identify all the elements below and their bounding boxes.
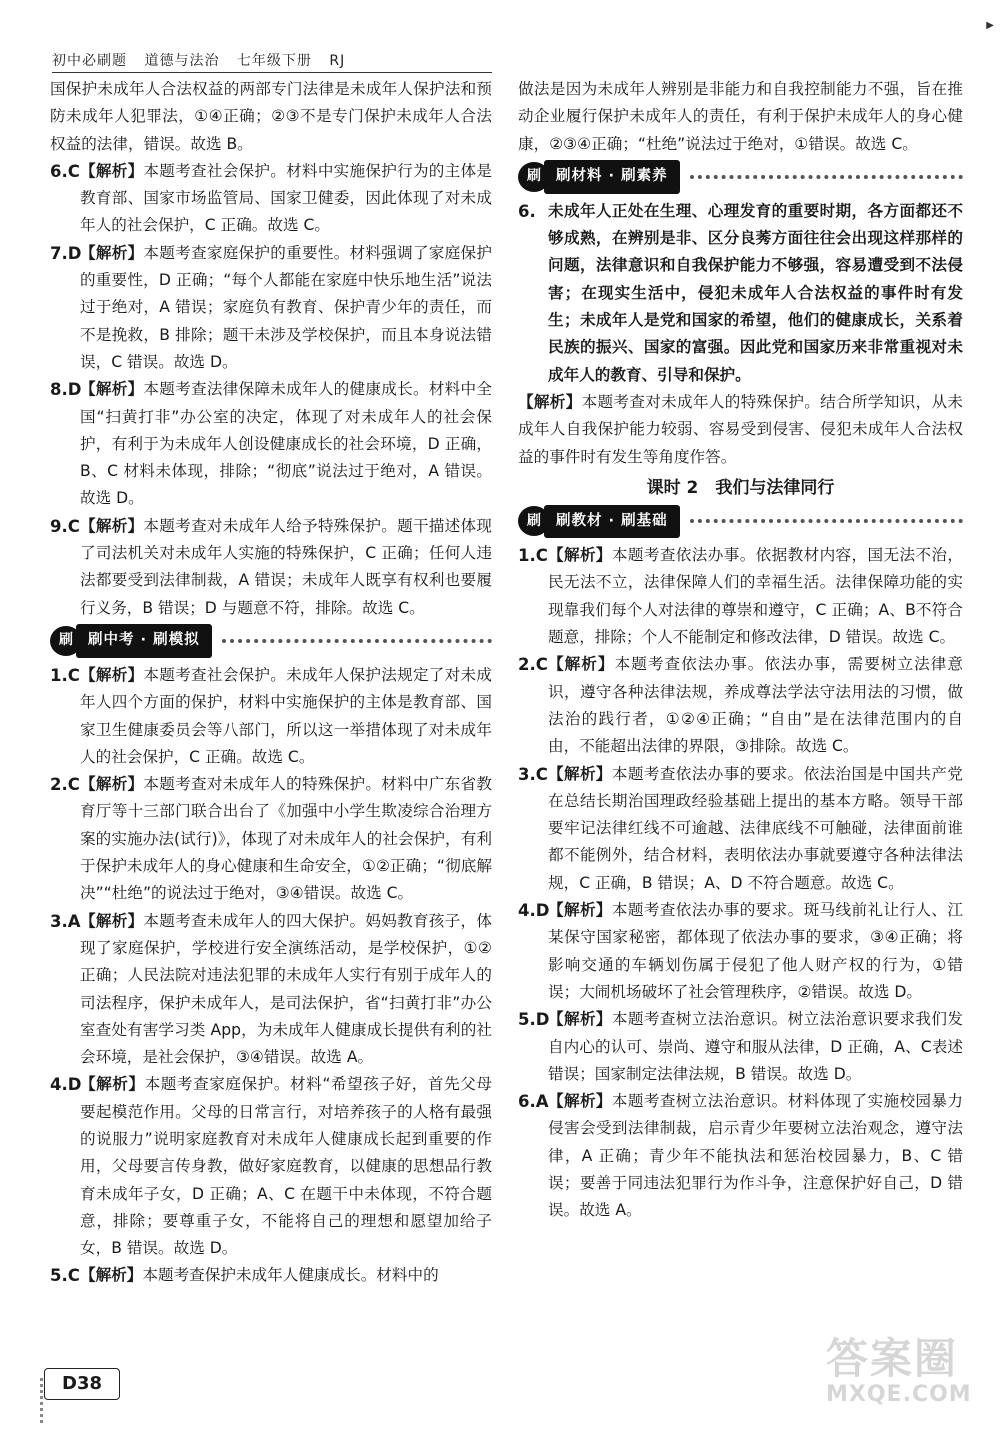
- brush-icon: 刷: [518, 506, 550, 536]
- brush-icon: 刷: [518, 162, 550, 192]
- answer-number: 6.: [518, 201, 536, 221]
- answer-item: [518, 897, 963, 1006]
- analysis-text: 本题考查依法办事。依法办事，需要树立法律意识，遵守各种法律法规，养成尊法学法守法用法的习惯，做法治的践行者，①②④正确；“自由”是在法律范围内的自由，不能超出法律的界限，③排除。故选 C。: [548, 655, 963, 756]
- analysis-tag: 【解析】: [548, 901, 612, 920]
- answer-item: [50, 771, 492, 907]
- answer-number: 5.D: [518, 1010, 550, 1030]
- analysis-tag: 【解析】: [80, 911, 144, 930]
- answer-number: 1.C: [50, 665, 80, 685]
- analysis-tag: 【解析】: [548, 1092, 612, 1111]
- answer-item: [50, 662, 492, 771]
- analysis-tag: 【解析】: [80, 665, 144, 684]
- analysis-tag: 【解析】: [80, 243, 144, 262]
- answer-item: [518, 651, 963, 760]
- analysis-tag: 【解析】: [548, 546, 612, 565]
- answer-item: [50, 158, 492, 240]
- analysis-text: 本题考查对未成年人的特殊保护。结合所学知识，从未成年人自我保护能力较弱、容易受到侵害、侵犯未成年人合法权益的事件时有发生等角度作答。: [518, 392, 963, 466]
- section-banner-label: 刷材料 · 刷素养: [544, 160, 680, 193]
- answer-item: [518, 761, 963, 897]
- header-edition: RJ: [329, 53, 346, 69]
- answer-item: [50, 908, 492, 1072]
- right-column: [518, 76, 963, 1225]
- analysis-text: 本题考查依法办事。依据教材内容，国无法不治，民无法不立，法律保障人们的幸福生活。法律保障功能的实现靠我们每个人对法律的尊崇和遵守，C 正确；A、B不符合题意，排除；个人不能制定和修改法律，D 错误。故选 C。: [548, 546, 963, 647]
- answer-item: [50, 513, 492, 622]
- answer-number: 8.D: [50, 380, 82, 400]
- answer-number: 6.C: [50, 161, 80, 181]
- answer-number: 2.C: [518, 655, 548, 675]
- dotted-divider: [222, 639, 492, 643]
- analysis-text: 本题考查未成年人的四大保护。妈妈教育孩子，体现了家庭保护，学校进行安全演练活动，是学校保护，①②正确；人民法院对违法犯罪的未成年人实行有别于成年人的司法程序，保护未成年人，是司法保护，省“扫黄打非”办公室查处有害学习类 App，为未成年人健康成长提供有利的社会环境，是社会保护，③④错误。故选 A。: [80, 911, 492, 1067]
- analysis-text: 本题考查社会保护。材料中实施保护行为的主体是教育部、国家市场监管局、国家卫健委，因此体现了对未成年人的社会保护，C 正确。故选 C。: [80, 161, 492, 235]
- answer-item: [518, 1006, 963, 1088]
- answer-number: 7.D: [50, 243, 82, 263]
- analysis-tag: 【解析】: [548, 764, 612, 783]
- analysis-tag: 【解析】: [548, 1010, 612, 1029]
- section-banner-label: 刷教材 · 刷基础: [544, 505, 680, 538]
- answer-number: 4.D: [518, 901, 550, 921]
- answer-number: 3.A: [50, 911, 81, 931]
- analysis-text: 本题考查社会保护。未成年人保护法规定了对未成年人四个方面的保护，材料中实施保护的主体是教育部、国家卫生健康委员会等八部门，所以这一举措体现了对未成年人的社会保护，C 正确。故选 C。: [80, 665, 492, 766]
- section-banner-exam: [50, 624, 492, 658]
- brush-icon: 刷: [50, 626, 82, 656]
- answer-number: 1.C: [518, 546, 548, 566]
- answer-item: [518, 542, 963, 651]
- page-number: D38: [44, 1368, 120, 1400]
- analysis-text: 本题考查家庭保护。材料“希望孩子好，首先父母要起模范作用。父母的日常言行，对培养孩子的人格有最强的说服力”说明家庭教育对未成年人健康成长起到重要的作用，父母要言传身教，做好家庭教育，以健康的思想品行教育未成年子女，D 正确；A、C 在题干中未体现，不符合题意，排除；要尊重子女，不能将自己的理想和愿望加给子女，B 错误。故选 D。: [80, 1075, 492, 1258]
- margin-dots: [40, 1378, 43, 1423]
- header-series: 初中必刷题: [52, 53, 127, 69]
- analysis-text: 本题考查对未成年人的特殊保护。材料中广东省教育厅等十三部门联合出台了《加强中小学生欺凌综合治理方案的实施办法(试行)》，体现了对未成年人的社会保护，有利于保护未成年人的身心健康和生命安全，①②正确；“彻底解决”“杜绝”的说法过于绝对，③④错误。故选 C。: [80, 775, 492, 903]
- lesson-title: 课时 2 我们与法律同行: [646, 477, 835, 498]
- analysis-tag: 【解析】: [80, 516, 144, 535]
- answer-number: 9.C: [50, 516, 80, 536]
- analysis-paragraph: [518, 389, 963, 471]
- header-grade: 七年级下册: [236, 53, 312, 69]
- analysis-text: 本题考查依法办事的要求。斑马线前礼让行人、江某保守国家秘密，都体现了依法办事的要求，③④正确；将影响交通的车辆划伤属于侵犯了他人财产权的行为，①错误；大闹机场破坏了社会管理秩序，②错误。故选 D。: [548, 901, 963, 1001]
- answer-item: [50, 1262, 492, 1289]
- analysis-tag: 【解析】: [80, 161, 144, 180]
- watermark-url: MXQE.COM: [826, 1382, 972, 1407]
- watermark: [826, 1336, 976, 1416]
- analysis-text: 本题考查家庭保护的重要性。材料强调了家庭保护的重要性，D 正确；“每个人都能在家庭中快乐地生活”说法过于绝对，A 错误；家庭负有教育、保护青少年的责任，而不是挽救，B 排除；题干未涉及学校保护，而且本身说法错误，C 错误。故选 D。: [80, 243, 492, 371]
- analysis-text: 本题考查对未成年人给予特殊保护。题干描述体现了司法机关对未成年人实施的特殊保护，C 正确；任何人违法都要受到法律制裁，A 错误；未成年人既享有权利也要履行义务，B 错误；D 与题意不符，排除。故选 C。: [80, 516, 492, 617]
- analysis-text: 本题考查依法办事的要求。依法治国是中国共产党在总结长期治国理政经验基础上提出的基本方略。领导干部要牢记法律红线不可逾越、法律底线不可触碰，法律面前谁都不能例外，结合材料，表明依法办事就要遵守各种法律法规，C 正确，B 错误；A、D 不符合题意。故选 C。: [548, 764, 963, 892]
- analysis-tag: 【解析】: [518, 392, 582, 411]
- answer-number: 3.C: [518, 764, 548, 784]
- analysis-tag: 【解析】: [80, 775, 144, 794]
- answer-item: [50, 1071, 492, 1262]
- answer-number: 5.C: [50, 1266, 80, 1286]
- section-banner-textbook: [518, 504, 963, 538]
- answer-item: [50, 376, 492, 512]
- answer-item: [518, 198, 963, 389]
- header-subject: 道德与法治: [144, 53, 220, 69]
- analysis-text: 本题考查树立法治意识。树立法治意识要求我们发自内心的认可、崇尚、遵守和服从法律，D 正确，A、C表述错误；国家制定法律法规，B 错误。故选 D。: [548, 1010, 963, 1083]
- answer-item: [50, 240, 492, 376]
- dotted-divider: [690, 519, 963, 523]
- analysis-tag: 【解析】: [548, 655, 615, 674]
- right-intro: 做法是因为未成年人辨别是非能力和自我控制能力不强，旨在推动企业履行保护未成年人的责任，有利于保护未成年人的身心健康，②③④正确；“杜绝”说法过于绝对，①错误。故选 C。: [518, 80, 963, 153]
- analysis-text: 本题考查树立法治意识。材料体现了实施校园暴力侵害会受到法律制裁，启示青少年要树立法治观念，遵守法律，A 正确；青少年不能执法和惩治校园暴力，B、C 错误；要善于同违法犯罪行为作斗争，注意保护好自己，D 错误。故选 A。: [548, 1092, 963, 1220]
- analysis-tag: 【解析】: [80, 380, 144, 399]
- analysis-tag: 【解析】: [80, 1266, 143, 1285]
- answer-item: [518, 1088, 963, 1224]
- answer-number: 4.D: [50, 1075, 82, 1095]
- edge-mark: ▶: [986, 20, 994, 31]
- left-intro: 国保护未成年人合法权益的两部专门法律是未成年人保护法和预防未成年人犯罪法，①④正确；②③不是专门保护未成年人合法权益的法律，错误。故选 B。: [50, 80, 492, 153]
- section-banner-label: 刷中考 · 刷模拟: [76, 624, 212, 657]
- analysis-tag: 【解析】: [80, 1075, 145, 1094]
- analysis-text: 本题考查法律保障未成年人的健康成长。材料中全国“扫黄打非”办公室的决定，体现了对未成年人的社会保护，有利于为未成年人创设健康成长的社会环境，D 正确，B、C 材料未体现，排除；“彻底”说法过于绝对，A 错误。故选 D。: [80, 380, 492, 508]
- left-column: [50, 76, 492, 1290]
- watermark-title: 答案圈: [826, 1334, 959, 1383]
- answer-number: 2.C: [50, 775, 80, 795]
- page-header: [52, 50, 492, 73]
- section-banner-material: [518, 160, 963, 194]
- analysis-text: 本题考查保护未成年人健康成长。材料中的: [142, 1266, 439, 1285]
- dotted-divider: [690, 175, 963, 179]
- answer-text: 未成年人正处在生理、心理发育的重要时期，各方面都还不够成熟，在辨别是非、区分良莠方面往往会出现这样那样的问题，法律意识和自我保护能力不够强，容易遭受到不法侵害；在现实生活中，侵犯未成年人合法权益的事件时有发生；未成年人是党和国家的希望，他们的健康成长，关系着民族的振兴、国家的富强。因此党和国家历来非常重视对未成年人的教育、引导和保护。: [548, 201, 963, 384]
- answer-number: 6.A: [518, 1092, 549, 1112]
